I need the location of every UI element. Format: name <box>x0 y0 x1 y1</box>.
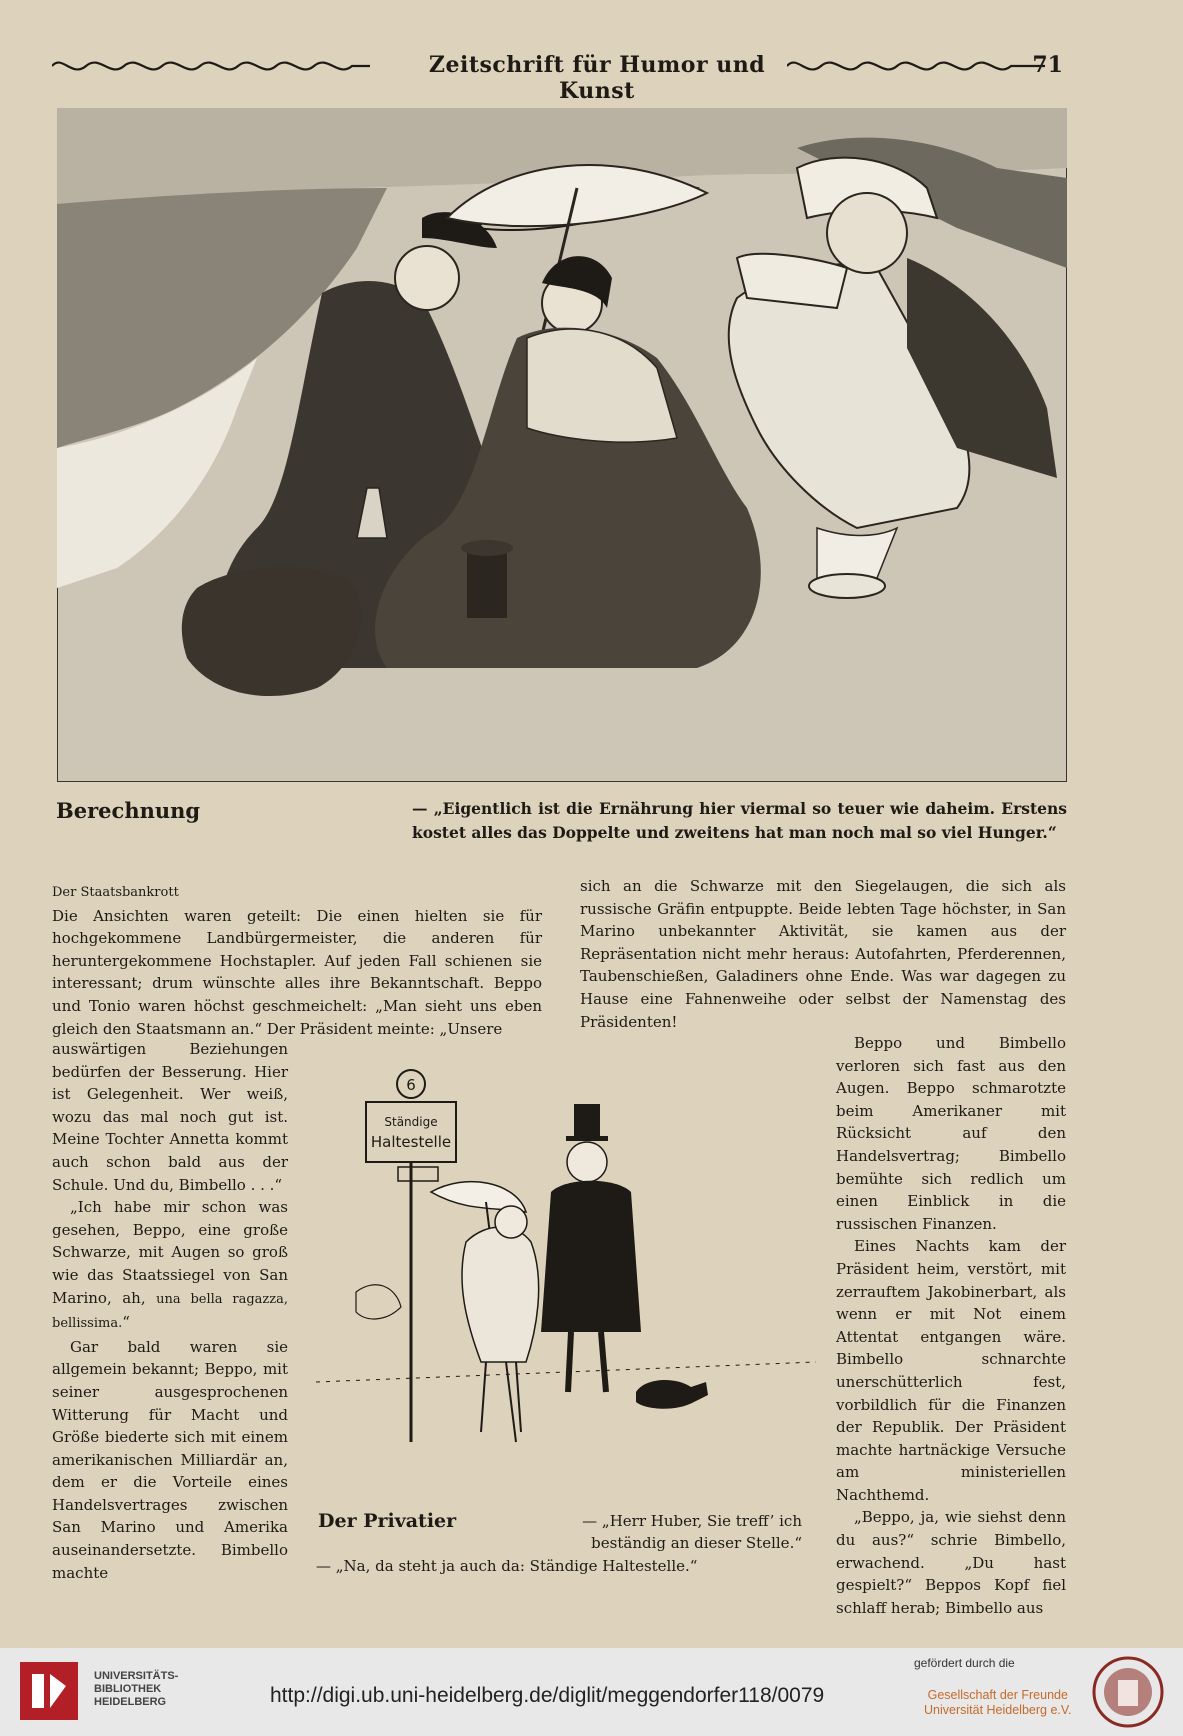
stop-sign <box>366 1102 456 1162</box>
story-paragraph-3-end: “ <box>122 1313 130 1332</box>
story-paragraph-3-main: „Ich habe mir schon was gesehen, Beppo, eine große Schwarze, mit Augen so groß wie das Staatssiegel von San Marino, ah, <box>52 1198 288 1307</box>
society-line-1: Gesellschaft der Freunde <box>927 1688 1068 1702</box>
left-ornament <box>52 56 372 76</box>
story-paragraph-6: Beppo und Bimbello verloren sich fast aus den Augen. Beppo schmarotzte beim Amerikaner mit Rücksicht auf den Handelsvertrag; Bimbello bemühte sich redlich um einen Einblick in die russischen Finanzen. <box>836 1034 1066 1233</box>
university-library-logo <box>14 1656 84 1726</box>
sign-text-line2: Haltestelle <box>370 1133 452 1151</box>
top-caption-text: — „Eigentlich ist die Ernährung hier viermal so teuer wie daheim. Erstens kostet alles das Doppelte und zweitens hat man noch mal so viel Hunger.“ <box>412 799 1067 842</box>
story-paragraph-2: auswärtigen Beziehungen bedürfen der Besserung. Hier ist Gelegenheit. Wer weiß, wozu das mal noch gut ist. Meine Tochter Annetta kommt auch schon bald aus der Schule. Und du, Bimbello . . .“ <box>52 1040 288 1194</box>
page-header <box>52 48 1077 104</box>
university-seal-icon <box>1090 1654 1166 1730</box>
bottom-caption-title: Der Privatier <box>318 1510 457 1532</box>
story-column-3-narrow <box>836 1032 1066 1619</box>
bus-stop-illustration <box>316 1062 816 1492</box>
library-name <box>94 1670 178 1709</box>
page-number: 71 <box>1032 52 1063 78</box>
bottom-caption-line: — „Na, da steht ja auch da: Ständige Haltestelle.“ <box>316 1557 698 1575</box>
right-ornament <box>787 56 1047 76</box>
story-paragraph-3 <box>52 1196 288 1336</box>
magazine-title: Zeitschrift für Humor und Kunst <box>428 52 766 104</box>
funded-by-text: gefördert durch die <box>914 1656 1015 1670</box>
sign-number: 6 <box>406 1076 416 1094</box>
society-name <box>924 1688 1072 1718</box>
italian-phrase: una bella ragazza, bellissima. <box>52 1291 288 1332</box>
story-paragraph-1: Die Ansichten waren geteilt: Die einen hielten sie für hochgekommene Landbürgermeister, die anderen für heruntergekommene Hochstapler. Auf jeden Fall schienen sie interessant; drum wünschte alles ihre Bekanntschaft. Beppo und Tonio waren höchst geschmeichelt: „Man sieht uns eben gleich den Staatsmann an.“ Der Präsident meinte: „Unsere <box>52 906 542 1038</box>
story-paragraph-5: sich an die Schwarze mit den Siegelaugen, die sich als russische Gräfin entpuppte. Beide lebten Tage höchster, in San Marino unbekannter Aktivität, sie kamen aus der Repräsentation nicht mehr heraus: Autofahrten, Pferderennen, Taubenschießen, Galadiners ohne Ende. Was war dagegen zu Hause eine Fahnenweihe oder selbst der Namenstag des Präsidenten! <box>580 877 1066 1031</box>
top-caption-title: Berechnung <box>56 798 201 823</box>
library-line-1: UNIVERSITÄTS- <box>94 1670 179 1682</box>
permalink-url[interactable]: http://digi.ub.uni-heidelberg.de/diglit/meggendorfer118/0079 <box>270 1684 825 1707</box>
library-line-3: HEIDELBERG <box>94 1696 167 1708</box>
bottom-caption-right: — „Herr Huber, Sie treff’ ich beständig an dieser Stelle.“ <box>582 1512 802 1552</box>
story-paragraph-8: „Beppo, ja, wie siehst denn du aus?“ schrie Bimbello, erwachend. „Du hast gespielt?“ Beppos Kopf fiel schlaff herab; Bimbello aus <box>836 1508 1066 1617</box>
society-line-2: Universität Heidelberg e.V. <box>924 1703 1072 1717</box>
story-heading: Der Staatsbankrott <box>52 885 179 900</box>
sign-text-line1: Ständige <box>384 1115 438 1129</box>
story-column-1-narrow <box>52 1038 288 1584</box>
story-paragraph-7: Eines Nachts kam der Präsident heim, verstört, mit zerrauftem Jakobinerbart, als wenn er mit Not einem Attentat entgangen wäre. Bimbello schnarchte unerschütterlich fest, vorbildlich für die Finanzen der Republik. Der Präsident machte hartnäckige Versuche am ministeriellen Nachthemd. <box>836 1237 1066 1504</box>
story-column-2-top <box>580 875 1066 1033</box>
beach-picnic-illustration <box>57 108 1067 782</box>
digitization-footer <box>0 1648 1183 1736</box>
story-column-1-top <box>52 882 542 1040</box>
library-line-2: BIBLIOTHEK <box>94 1683 162 1695</box>
story-paragraph-4: Gar bald waren sie allgemein bekannt; Beppo, mit seiner ausgesprochenen Witterung für Macht und Größe biederte sich mit einem amerikanischen Milliardär an, dem er die Vorteile eines Handelsvertrages zwischen San Marino und Amerika auseinandersetzte. Bimbello machte <box>52 1337 288 1582</box>
